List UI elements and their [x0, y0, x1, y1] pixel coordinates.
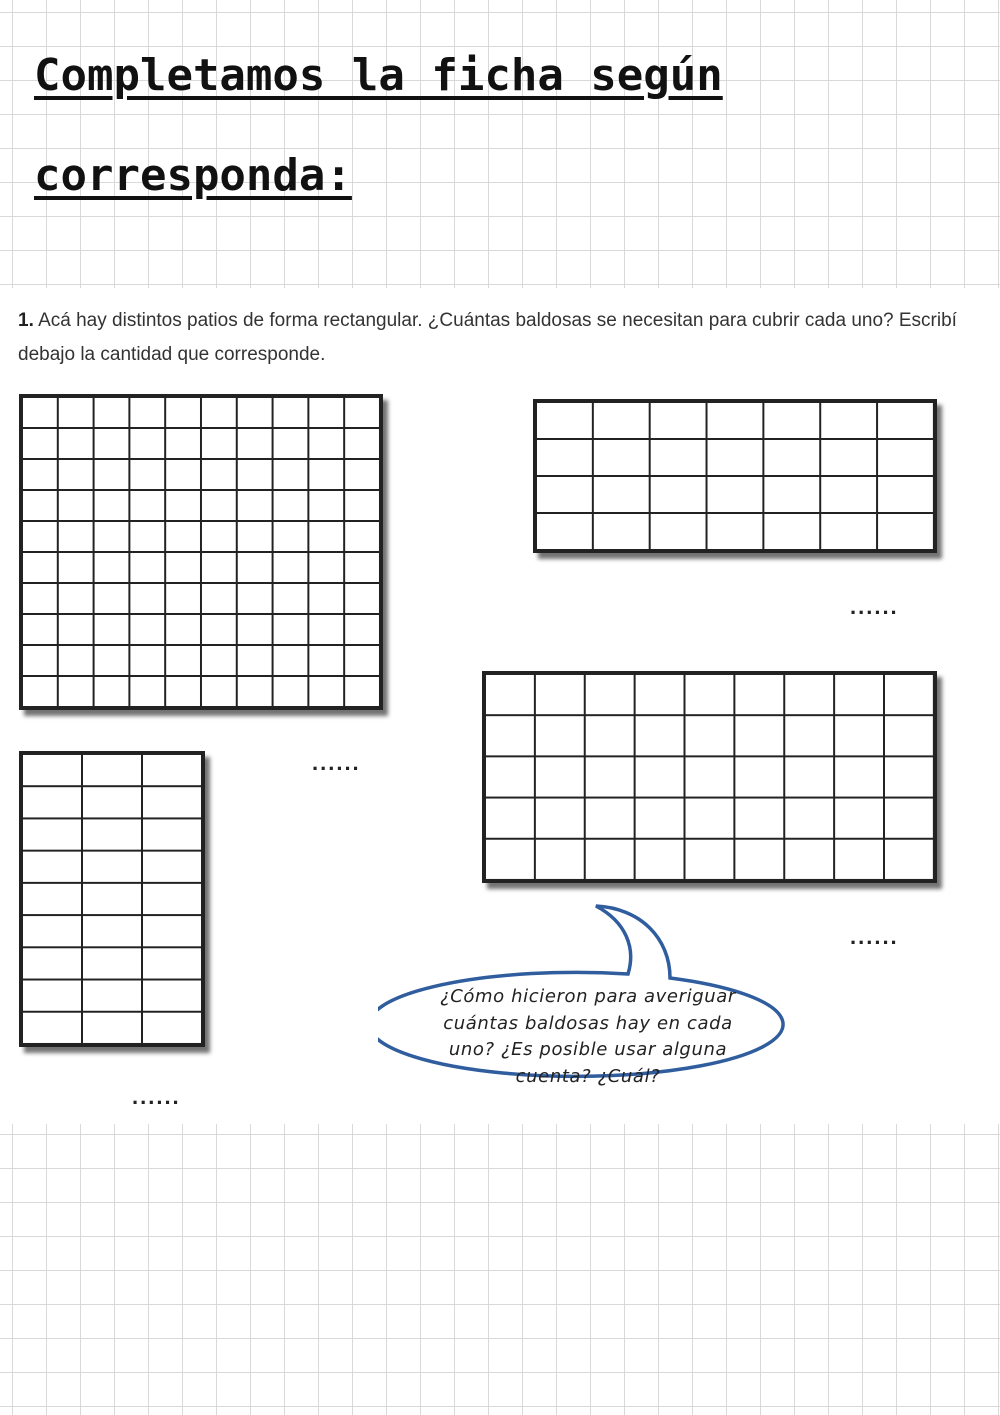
speech-bubble-line: ¿Cómo hicieron para averiguar	[440, 986, 736, 1007]
title-line-1: Completamos la ficha según	[34, 50, 723, 101]
speech-bubble-text	[378, 984, 798, 1090]
task-instruction-text: Acá hay distintos patios de forma rectangular. ¿Cuántas baldosas se necesitan para cubrir cada uno? Escribí debajo la cantidad que corresponde.	[18, 310, 957, 365]
task-number: 1.	[18, 310, 34, 331]
answer-blank-patio-10x10[interactable]: ......	[312, 750, 361, 775]
title-line-2: corresponda:	[34, 150, 352, 201]
worksheet-title	[34, 50, 934, 201]
answer-blank-patio-3x9[interactable]: ......	[132, 1084, 181, 1109]
answer-blank-patio-9x5[interactable]: ......	[850, 924, 899, 949]
task-panel	[0, 288, 1000, 1124]
answer-blank-patio-7x4[interactable]: ......	[850, 594, 899, 619]
speech-bubble	[378, 900, 798, 1110]
patio-grid-3x9	[19, 751, 205, 1047]
patio-grid-7x4	[533, 399, 937, 553]
patio-grid-10x10	[19, 394, 383, 710]
speech-bubble-line: uno? ¿Es posible usar alguna	[448, 1039, 728, 1060]
speech-bubble-line: cuenta? ¿Cuál?	[515, 1065, 661, 1087]
speech-bubble-line: cuántas baldosas hay en cada	[443, 1012, 733, 1034]
task-instruction	[18, 304, 993, 372]
patio-grid-9x5	[482, 671, 937, 883]
